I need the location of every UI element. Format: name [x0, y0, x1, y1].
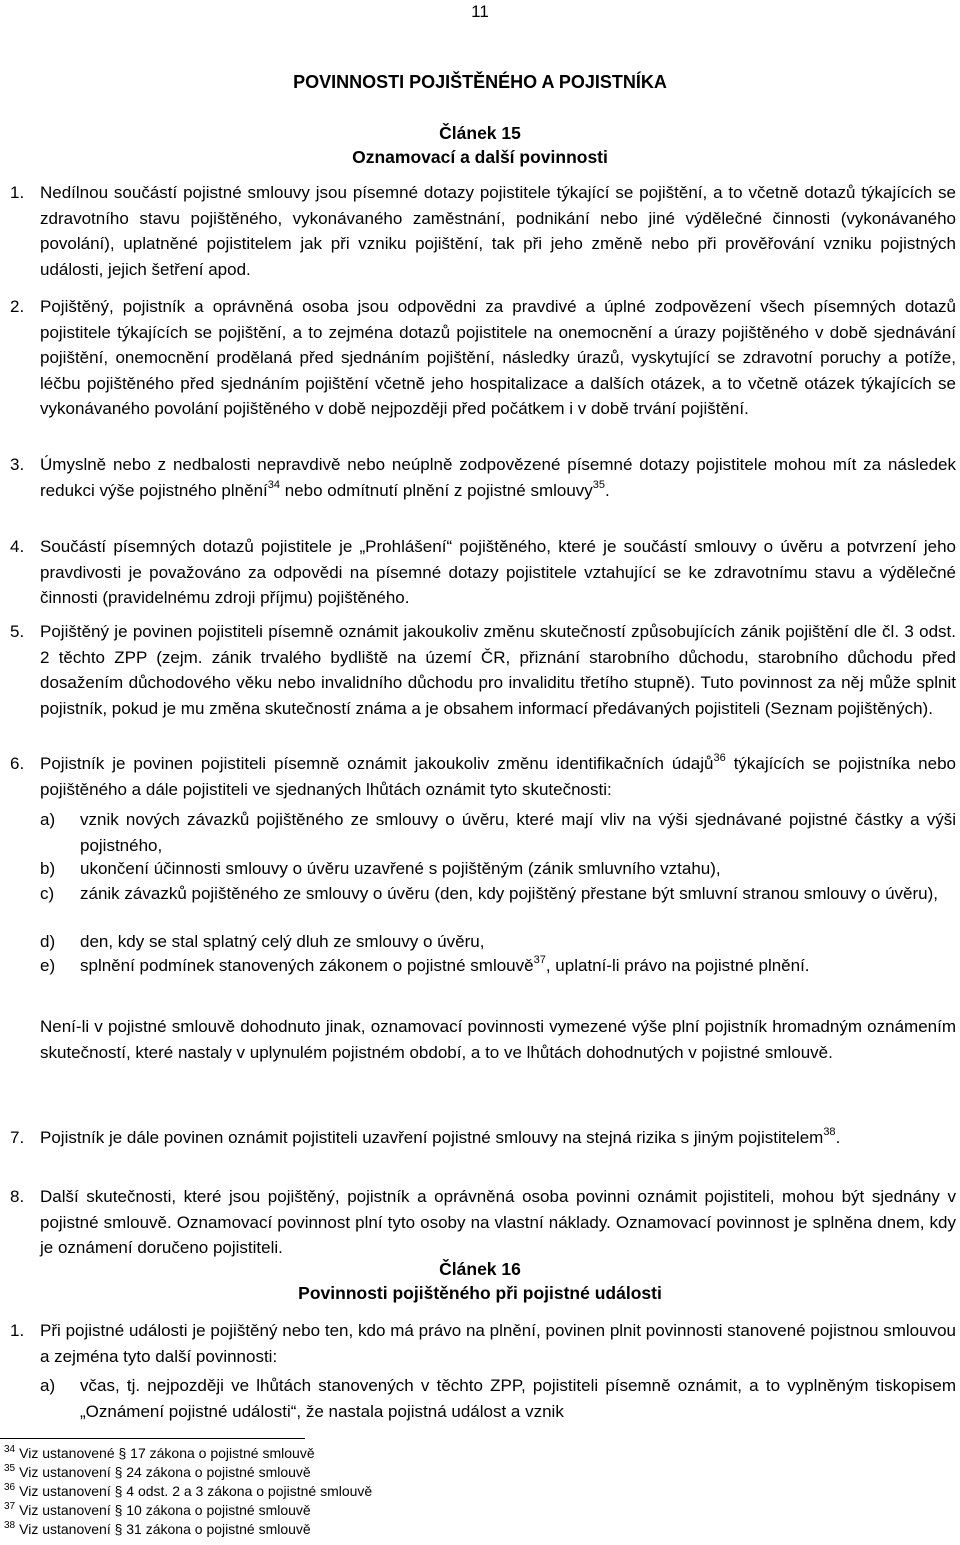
article-15-paragraph-8: [10, 1184, 956, 1261]
paragraph-number: 3.: [10, 455, 25, 474]
article-15-paragraph-6-tail: Není-li v pojistné smlouvě dohodnuto jinak, oznamovací povinnosti vymezené výše plní pojistník hromadným oznámením skutečností, které nastaly v uplynulém pojistném období, a to ve lhůtách dohodnutých v pojistné smlouvě.: [40, 1017, 956, 1062]
footnote-37: [4, 1502, 311, 1519]
footnote-35: [4, 1464, 311, 1481]
list-item: [40, 856, 956, 882]
footnote-ref-34: 34: [267, 478, 280, 491]
paragraph-text: Při pojistné události je pojištěný nebo ten, kdo má právo na plnění, povinen plnit povinnosti stanovené pojistnou smlouvou a zejména tyto další povinnosti:: [40, 1321, 956, 1366]
footnote-36: [4, 1483, 372, 1500]
list-item-text: vznik nových závazků pojištěného ze smlouvy o úvěru, které mají vliv na výši sjednávané pojistné částky a výši pojistného,: [80, 810, 956, 855]
article-15-paragraph-6: [10, 751, 956, 802]
list-item-label: d): [40, 932, 56, 951]
footnote-ref-37: 37: [533, 954, 546, 966]
footnote-ref-38: 38: [823, 1126, 836, 1138]
footnote-number: 34: [4, 1444, 16, 1455]
footnote-ref-35: 35: [592, 478, 606, 491]
paragraph-text: [40, 751, 956, 802]
list-item: [40, 953, 956, 979]
paragraph-number: 5.: [10, 622, 25, 641]
section-title: POVINNOSTI POJIŠTĚNÉHO A POJISTNÍKA: [293, 72, 667, 92]
list-item-label: e): [40, 956, 56, 975]
list-item: [40, 1373, 956, 1424]
footnote-text: Viz ustanovené § 17 zákona o pojistné smlouvě: [19, 1445, 315, 1461]
footnote-separator: [0, 1438, 305, 1439]
article-15-paragraph-5: [10, 619, 956, 721]
paragraph-number: 7.: [10, 1128, 25, 1147]
list-item-text: den, kdy se stal splatný celý dluh ze smlouvy o úvěru,: [80, 932, 485, 951]
paragraph-text: Součástí písemných dotazů pojistitele je „Prohlášení“ pojištěného, které je součástí smlouvy o úvěru a potvrzení jeho pravdivosti je považováno za odpovědi na písemné dotazy pojistitele vztahující se ke zdravotnímu stavu a výdělečné činnosti (pravidelnému zdroji příjmu) pojištěného.: [40, 537, 956, 607]
paragraph-number: 4.: [10, 537, 25, 556]
footnote-number: 38: [4, 1520, 16, 1531]
footnote-38: [4, 1521, 311, 1538]
footnote-text: Viz ustanovení § 24 zákona o pojistné smlouvě: [19, 1464, 311, 1480]
list-item: [40, 807, 956, 858]
article-16-number: Článek 16: [439, 1259, 521, 1279]
paragraph-text: Pojištěný je povinen pojistiteli písemně oznámit jakoukoliv změnu skutečností způsobujících zánik pojištění dle čl. 3 odst. 2 těchto ZPP (zejm. zánik trvalého bydliště na území ČR, přiznání starobního důchodu, starobního důchodu před dosažením důchodového věku nebo invalidního důchodu pro invaliditu třetího stupně). Tuto povinnost za něj může splnit pojistník, pokud je mu změna skutečností známa a je obsahem informací předávaných pojistiteli (Seznam pojištěných).: [40, 622, 956, 718]
paragraph-text: Další skutečnosti, které jsou pojištěný, pojistník a oprávněná osoba povinni oznámit pojistiteli, mohou být sjednány v pojistné smlouvě. Oznamovací povinnost plní tyto osoby na vlastní náklady. Oznamovací povinnost je splněna dnem, kdy je oznámení doručeno pojistiteli.: [40, 1187, 956, 1257]
footnote-34: [4, 1445, 315, 1462]
article-16-heading: [0, 1257, 960, 1305]
article-15-heading: [0, 121, 960, 169]
article-16-paragraph-1: [10, 1318, 956, 1369]
footnote-number: 36: [4, 1482, 16, 1493]
footnote-ref-36: 36: [713, 752, 726, 764]
paragraph-text: Pojištěný, pojistník a oprávněná osoba jsou odpovědni za pravdivé a úplné zodpovězení všech písemných dotazů pojistitele týkajících se pojištění, a to zejména dotazů pojistitele na onemocnění a úrazy pojištěného v době sjednávání pojištění, onemocnění prodělaná před sjednáním pojištění, následky úrazů, vyskytující se zdravotní poruchy a potíže, léčbu pojištěného před sjednáním pojištění včetně jeho hospitalizace a dalších otázek, a to včetně otázek týkajících se vykonávaného povolání pojištěného v době nejpozději před počátkem i v době trvání pojištění.: [40, 297, 956, 418]
article-15-paragraph-4: [10, 534, 956, 611]
list-item: [40, 929, 956, 955]
text-segment: .: [835, 1128, 841, 1147]
footnote-text: Viz ustanovení § 31 zákona o pojistné smlouvě: [19, 1521, 311, 1537]
list-item-text: [80, 953, 956, 979]
article-15-paragraph-2: [10, 294, 956, 422]
article-16-subheading: Povinnosti pojištěného při pojistné události: [298, 1283, 662, 1303]
paragraph-text: [40, 1125, 956, 1151]
paragraph-number: 8.: [10, 1187, 25, 1206]
list-item-label: a): [40, 1376, 56, 1395]
page-number: 11: [471, 2, 489, 21]
paragraph-number: 1.: [10, 183, 25, 202]
text-segment: Úmyslně nebo z nedbalosti nepravdivě nebo neúplně zodpovězené písemné dotazy pojistitele mohou mít za následek redukci výše pojistného plnění: [40, 455, 956, 500]
footnote-number: 35: [4, 1463, 16, 1474]
footnote-text: Viz ustanovení § 10 zákona o pojistné smlouvě: [19, 1502, 311, 1518]
list-item-label: b): [40, 859, 56, 878]
article-15-subheading: Oznamovací a další povinnosti: [352, 147, 608, 167]
paragraph-text: Nedílnou součástí pojistné smlouvy jsou písemné dotazy pojistitele týkající se pojištění, a to včetně dotazů týkajících se zdravotního stavu pojištěného, vykonávaného zaměstnání, podnikání nebo jiné výdělečné činnosti (vykonávaného povolání), uplatněné pojistitelem jak při vzniku pojištění, tak při jeho změně nebo při prověřování vzniku pojistných události, jejich šetření apod.: [40, 183, 956, 279]
article-15-paragraph-7: [10, 1125, 956, 1151]
paragraph-number: 6.: [10, 754, 25, 773]
text-segment: .: [605, 480, 610, 500]
paragraph-number: 1.: [10, 1321, 25, 1340]
article-15-paragraph-1: [10, 180, 956, 282]
paragraph-number: 2.: [10, 297, 25, 316]
article-15-number: Článek 15: [439, 123, 521, 143]
article-15-paragraph-3: [10, 452, 956, 503]
list-item-label: c): [40, 884, 55, 903]
list-item-text: zánik závazků pojištěného ze smlouvy o úvěru (den, kdy pojištěný přestane být smluvní stranou smlouvy o úvěru),: [80, 884, 938, 903]
text-segment: týkajících se pojistníka nebo pojištěného a dále pojistiteli ve sjednaných lhůtách oznámit tyto skutečnosti:: [40, 754, 956, 799]
text-segment: nebo odmítnutí plnění z pojistné smlouvy: [280, 480, 593, 500]
footnote-text: Viz ustanovení § 4 odst. 2 a 3 zákona o pojistné smlouvě: [19, 1483, 373, 1499]
text-segment: , uplatní-li právo na pojistné plnění.: [545, 956, 810, 975]
paragraph-text: [40, 452, 956, 503]
list-item-text: ukončení účinnosti smlouvy o úvěru uzavřené s pojištěným (zánik smluvního vztahu),: [80, 859, 721, 878]
list-item: [40, 881, 956, 907]
text-segment: splnění podmínek stanovených zákonem o pojistné smlouvě: [80, 956, 534, 975]
footnote-number: 37: [4, 1501, 16, 1512]
list-item-label: a): [40, 810, 56, 829]
list-item-text: včas, tj. nejpozději ve lhůtách stanovených v těchto ZPP, pojistiteli písemně oznámit, a to vyplněným tiskopisem „Oznámení pojistné události“, že nastala pojistná událost a vznik: [80, 1376, 956, 1421]
text-segment: Pojistník je dále povinen oznámit pojistiteli uzavření pojistné smlouvy na stejná rizika s jiným pojistitelem: [40, 1128, 824, 1147]
text-segment: Pojistník je povinen pojistiteli písemně oznámit jakoukoliv změnu identifikačních údajů: [40, 754, 714, 773]
